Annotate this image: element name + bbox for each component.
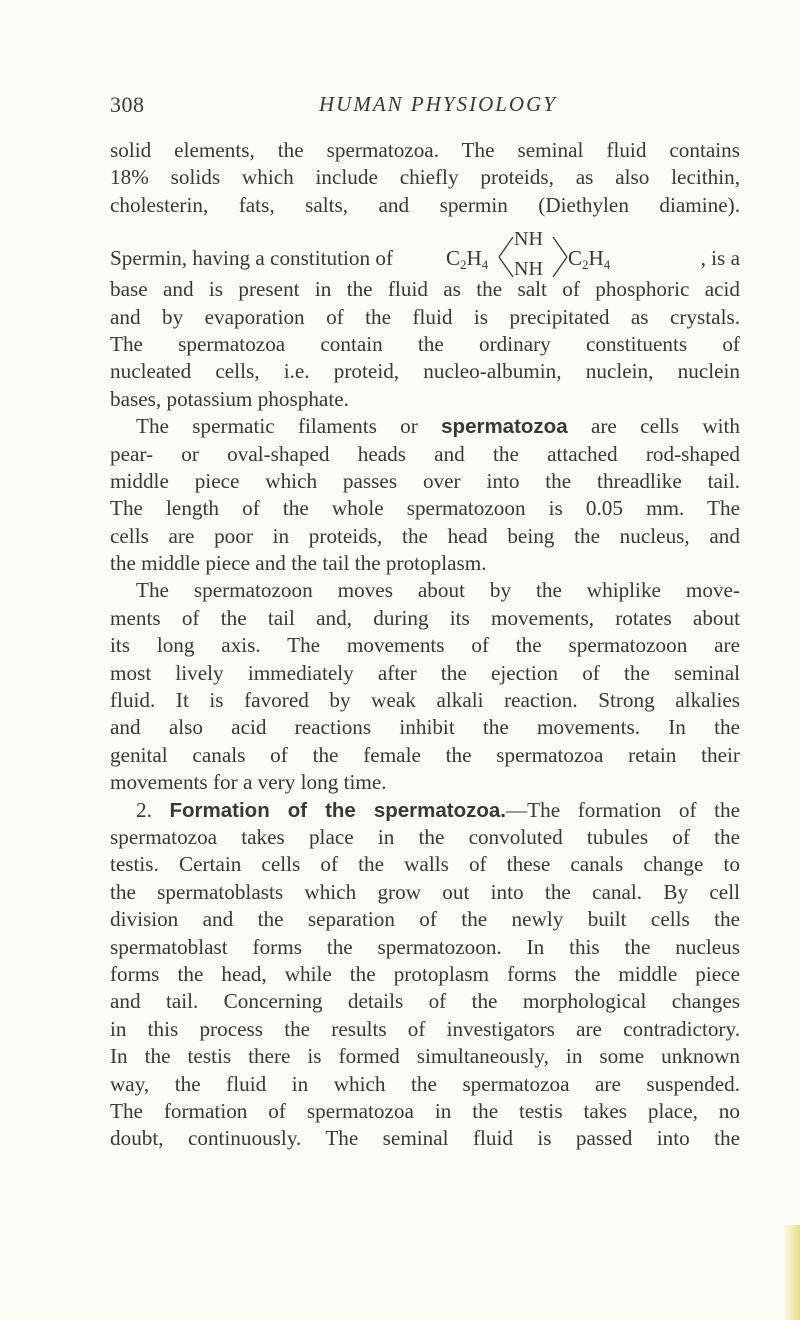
text-line: and tail. Concerning details of the morphological changes	[110, 989, 740, 1014]
formula-nh-bottom: NH	[514, 258, 543, 281]
formula-bond-right	[552, 233, 568, 281]
text-line: its long axis. The movements of the spermatozoon are	[110, 633, 740, 658]
page-header	[110, 92, 740, 122]
text-line: middle piece which passes over into the threadlike tail.	[110, 468, 740, 493]
text-line: In the testis there is formed simultaneously, in some unknown	[110, 1044, 740, 1069]
term-spermatozoa: spermatozoa	[441, 415, 568, 439]
page-edge-stain	[782, 1225, 800, 1320]
text-line: forms the head, while the protoplasm forms the middle piece	[110, 961, 740, 986]
formula-line	[110, 229, 740, 284]
text-line: bases, potassium phosphate.	[110, 386, 349, 411]
text-line: in this process the results of investigators are contradictory.	[110, 1016, 740, 1041]
text-line: the middle piece and the tail the protoplasm.	[110, 551, 487, 576]
body-text	[110, 137, 740, 1153]
formula-bond-left	[498, 233, 514, 281]
text-line: ments of the tail and, during its movements, rotates about	[110, 605, 740, 630]
text-line: nucleated cells, i.e. proteid, nucleo-albumin, nuclein, nuclein	[110, 359, 740, 384]
text-line: cells are poor in proteids, the head being the nucleus, and	[110, 523, 740, 548]
page-number: 308	[110, 92, 145, 117]
text-line: , is a	[700, 246, 740, 271]
text-line: pear- or oval-shaped heads and the attached rod-shaped	[110, 441, 740, 466]
text-line: the spermatoblasts which grow out into the canal. By cell	[110, 879, 740, 904]
section-heading: Formation of the spermatozoa.	[169, 798, 506, 822]
text-line: The length of the whole spermatozoon is 0.05 mm. The	[110, 496, 740, 521]
text-line: fluid. It is favored by weak alkali reaction. Strong alkalies	[110, 688, 740, 713]
text-line: most lively immediately after the ejection of the seminal	[110, 660, 740, 685]
formula-carbon-right: $C_2H_4$	[568, 246, 611, 273]
text-line: The spermatozoon moves about by the whiplike move-	[136, 578, 740, 603]
section-heading-line: 2. Formation of the spermatozoa.—The formation of the	[136, 797, 741, 822]
text-line: division and the separation of the newly built cells the	[110, 907, 740, 932]
text-line: testis. Certain cells of the walls of these canals change to	[110, 852, 740, 877]
text-line: way, the fluid in which the spermatozoa are suspended.	[110, 1071, 740, 1096]
formula-nh-top: NH	[514, 228, 543, 251]
text-line: spermatozoa takes place in the convoluted tubules of the	[110, 824, 740, 849]
text-line: genital canals of the female the spermatozoa retain their	[110, 742, 740, 767]
text-line: The formation of spermatozoa in the testis takes place, no	[110, 1098, 740, 1123]
text-line: The spermatic filaments or spermatozoa are cells with	[136, 414, 741, 439]
text-line: movements for a very long time.	[110, 770, 387, 795]
text-line: base and is present in the fluid as the salt of phosphoric acid	[110, 277, 740, 302]
text-line: 18% solids which include chiefly proteids, as also lecithin,	[110, 165, 740, 190]
text-line: solid elements, the spermatozoa. The seminal fluid contains	[110, 138, 740, 162]
text-line: and also acid reactions inhibit the movements. In the	[110, 715, 740, 740]
formula-carbon-left: $C_2H_4$	[446, 246, 489, 273]
text-line: doubt, continuously. The seminal fluid is passed into the	[110, 1126, 740, 1151]
text-line: cholesterin, fats, salts, and spermin (Diethylen diamine).	[110, 192, 740, 217]
text-line: Spermin, having a constitution of	[110, 246, 394, 271]
text-line: The spermatozoa contain the ordinary constituents of	[110, 331, 740, 356]
spermin-formula	[446, 229, 678, 283]
running-title: HUMAN PHYSIOLOGY	[319, 92, 557, 116]
text-line: spermatoblast forms the spermatozoon. In this the nucleus	[110, 934, 740, 959]
text-line: and by evaporation of the fluid is precipitated as crystals.	[110, 304, 740, 329]
